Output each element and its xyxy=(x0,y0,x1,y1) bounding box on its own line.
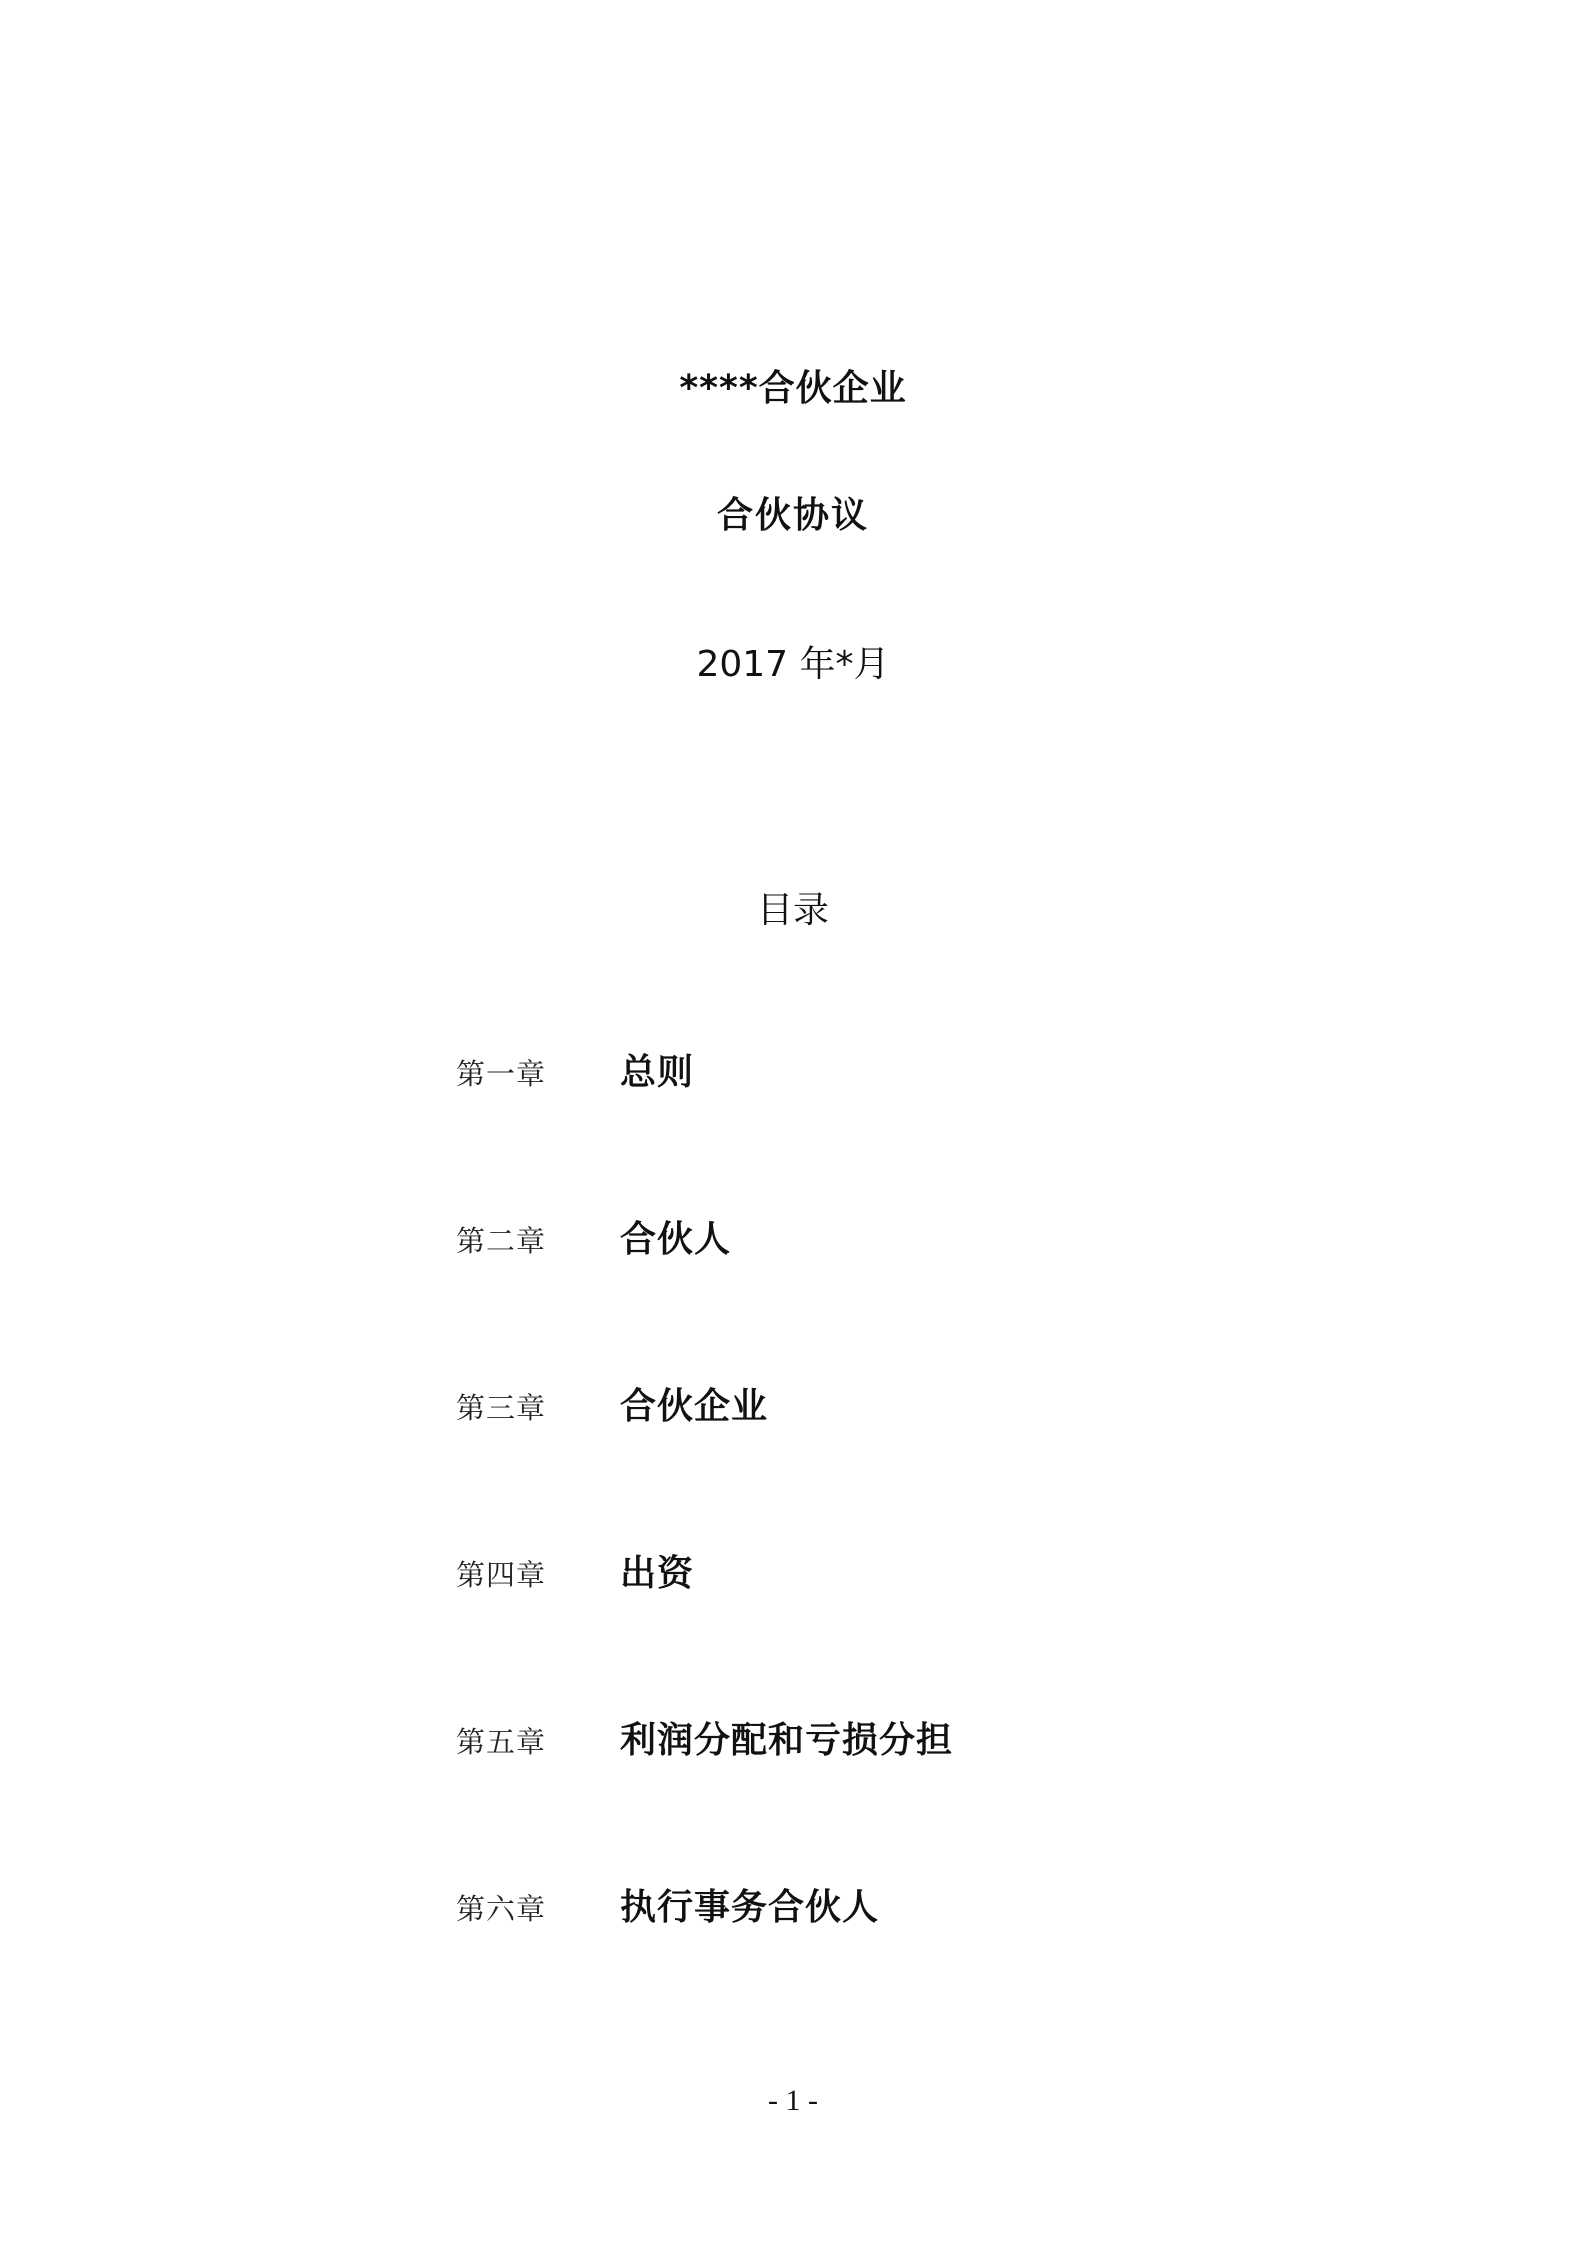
chapter-number: 第一章 xyxy=(456,1057,547,1091)
chapter-title: 出资 xyxy=(620,1553,695,1594)
page-number: - 1 - xyxy=(768,2084,818,2117)
chapter-title: 合伙人 xyxy=(620,1219,732,1260)
chapter-title: 合伙企业 xyxy=(620,1386,769,1427)
document-date: 2017 年*月 xyxy=(696,644,890,685)
chapter-title: 执行事务合伙人 xyxy=(620,1887,880,1928)
chapter-number: 第三章 xyxy=(456,1391,547,1425)
chapter-title: 总则 xyxy=(620,1052,695,1093)
toc-item-chapter-6 xyxy=(0,1875,1586,2042)
chapter-number: 第四章 xyxy=(456,1558,547,1592)
toc-item-chapter-1 xyxy=(0,1040,1586,1207)
chapter-number: 第六章 xyxy=(456,1892,547,1926)
chapter-title: 利润分配和亏损分担 xyxy=(620,1720,954,1761)
toc-item-chapter-4 xyxy=(0,1541,1586,1708)
toc-item-chapter-2 xyxy=(0,1207,1586,1374)
chapter-number: 第二章 xyxy=(456,1224,547,1258)
table-of-contents xyxy=(0,1040,1586,2042)
company-name: ****合伙企业 xyxy=(679,368,907,409)
toc-item-chapter-3 xyxy=(0,1374,1586,1541)
toc-item-chapter-5 xyxy=(0,1708,1586,1875)
chapter-number: 第五章 xyxy=(456,1725,547,1759)
document-title: 合伙协议 xyxy=(716,495,869,536)
toc-title: 目录 xyxy=(756,890,829,931)
